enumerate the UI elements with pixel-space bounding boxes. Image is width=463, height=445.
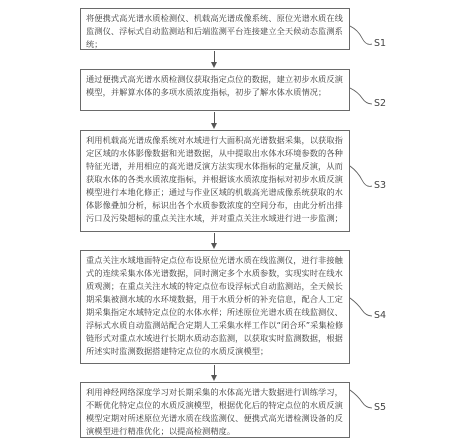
step-text-s1: 将便携式高光谱水质检测仪、机载高光谱成像系统、原位光谱水质在线监测仪、浮标式自动监测站和后端监测平台连接建立全天候动态监测系统； (86, 13, 343, 49)
leader-s5 (350, 390, 372, 408)
step-box-s5 (80, 382, 350, 438)
leader-s2 (350, 88, 372, 104)
step-text-s4: 重点关注水域地面特定点位布设原位光谱水质在线监测仪，进行非接触式的连续采集水体光谱数据，同时测定多个水质参数，实现实时在线水质观测；在重点关注水域的特定点位布设浮标式自动监测站，全天候长期采集被测水域的水环境数据，用于水质分析的补充信息，配合人工定期采集指定水域特定点位的水体水样；所述原位光谱水质在线监测仪、浮标式水质自动监测站配合定期人工采集水样工作以“闭合环”采集检修链形式对重点水域进行长期水质动态监测，以获取实时监测数据，根据所述实时监测数据搭建特定点位的水质反演模型； (86, 255, 344, 356)
step-text-s5: 利用神经网络深度学习对长期采集的水体高光谱大数据进行训练学习，不断优化特定点位的水质反演模型，根据优化后的特定点位的水质反演模型定期对所述原位光谱水质在线监测仪、便携式高光谱检测设备的反演模型进行精准优化；以提高检测精度。 (86, 387, 343, 436)
step-box-s4 (80, 250, 350, 364)
step-box-s3 (80, 130, 350, 232)
leader-s3 (350, 166, 372, 186)
step-label-s3: S3 (374, 180, 387, 191)
leader-s4 (350, 298, 372, 316)
arrow-head-s3-s4 (211, 243, 217, 249)
arrow-head-s2-s3 (211, 123, 217, 129)
step-box-s1 (80, 8, 350, 50)
step-label-s4: S4 (374, 310, 387, 321)
step-label-s1: S1 (374, 38, 387, 49)
arrow-head-s4-s5 (211, 375, 217, 381)
leader-s1 (350, 26, 372, 44)
step-text-s3: 利用机载高光谱成像系统对水域进行大面积高光谱数据采集，以获取指定区域的水体影像数据和光谱数据，从中提取出水体水环境参数的各种特征光谱，并用相应的高光谱反演方法实现水体指标的定量反演，从而获取水体的各类水质浓度指标，并根据该水质浓度指标对初步水质反演模型进行本地化修正；通过与作业区域的机载高光谱成像系统获取的水体影像叠加分析，标识出各个水质参数浓度的空间分布，由此分析出排污口及污染超标的重点关注水域，并对重点关注水域进行进一步监测； (86, 135, 343, 223)
step-label-s2: S2 (374, 98, 387, 109)
step-box-s2 (80, 69, 350, 111)
step-text-s2: 通过便携式高光谱水质检测仪获取指定点位的数据，建立初步水质反演模型，并解算水体的多项水质浓度指标，初步了解水体水质情况； (86, 74, 343, 97)
step-label-s5: S5 (374, 402, 387, 413)
arrow-head-s1-s2 (211, 62, 217, 68)
